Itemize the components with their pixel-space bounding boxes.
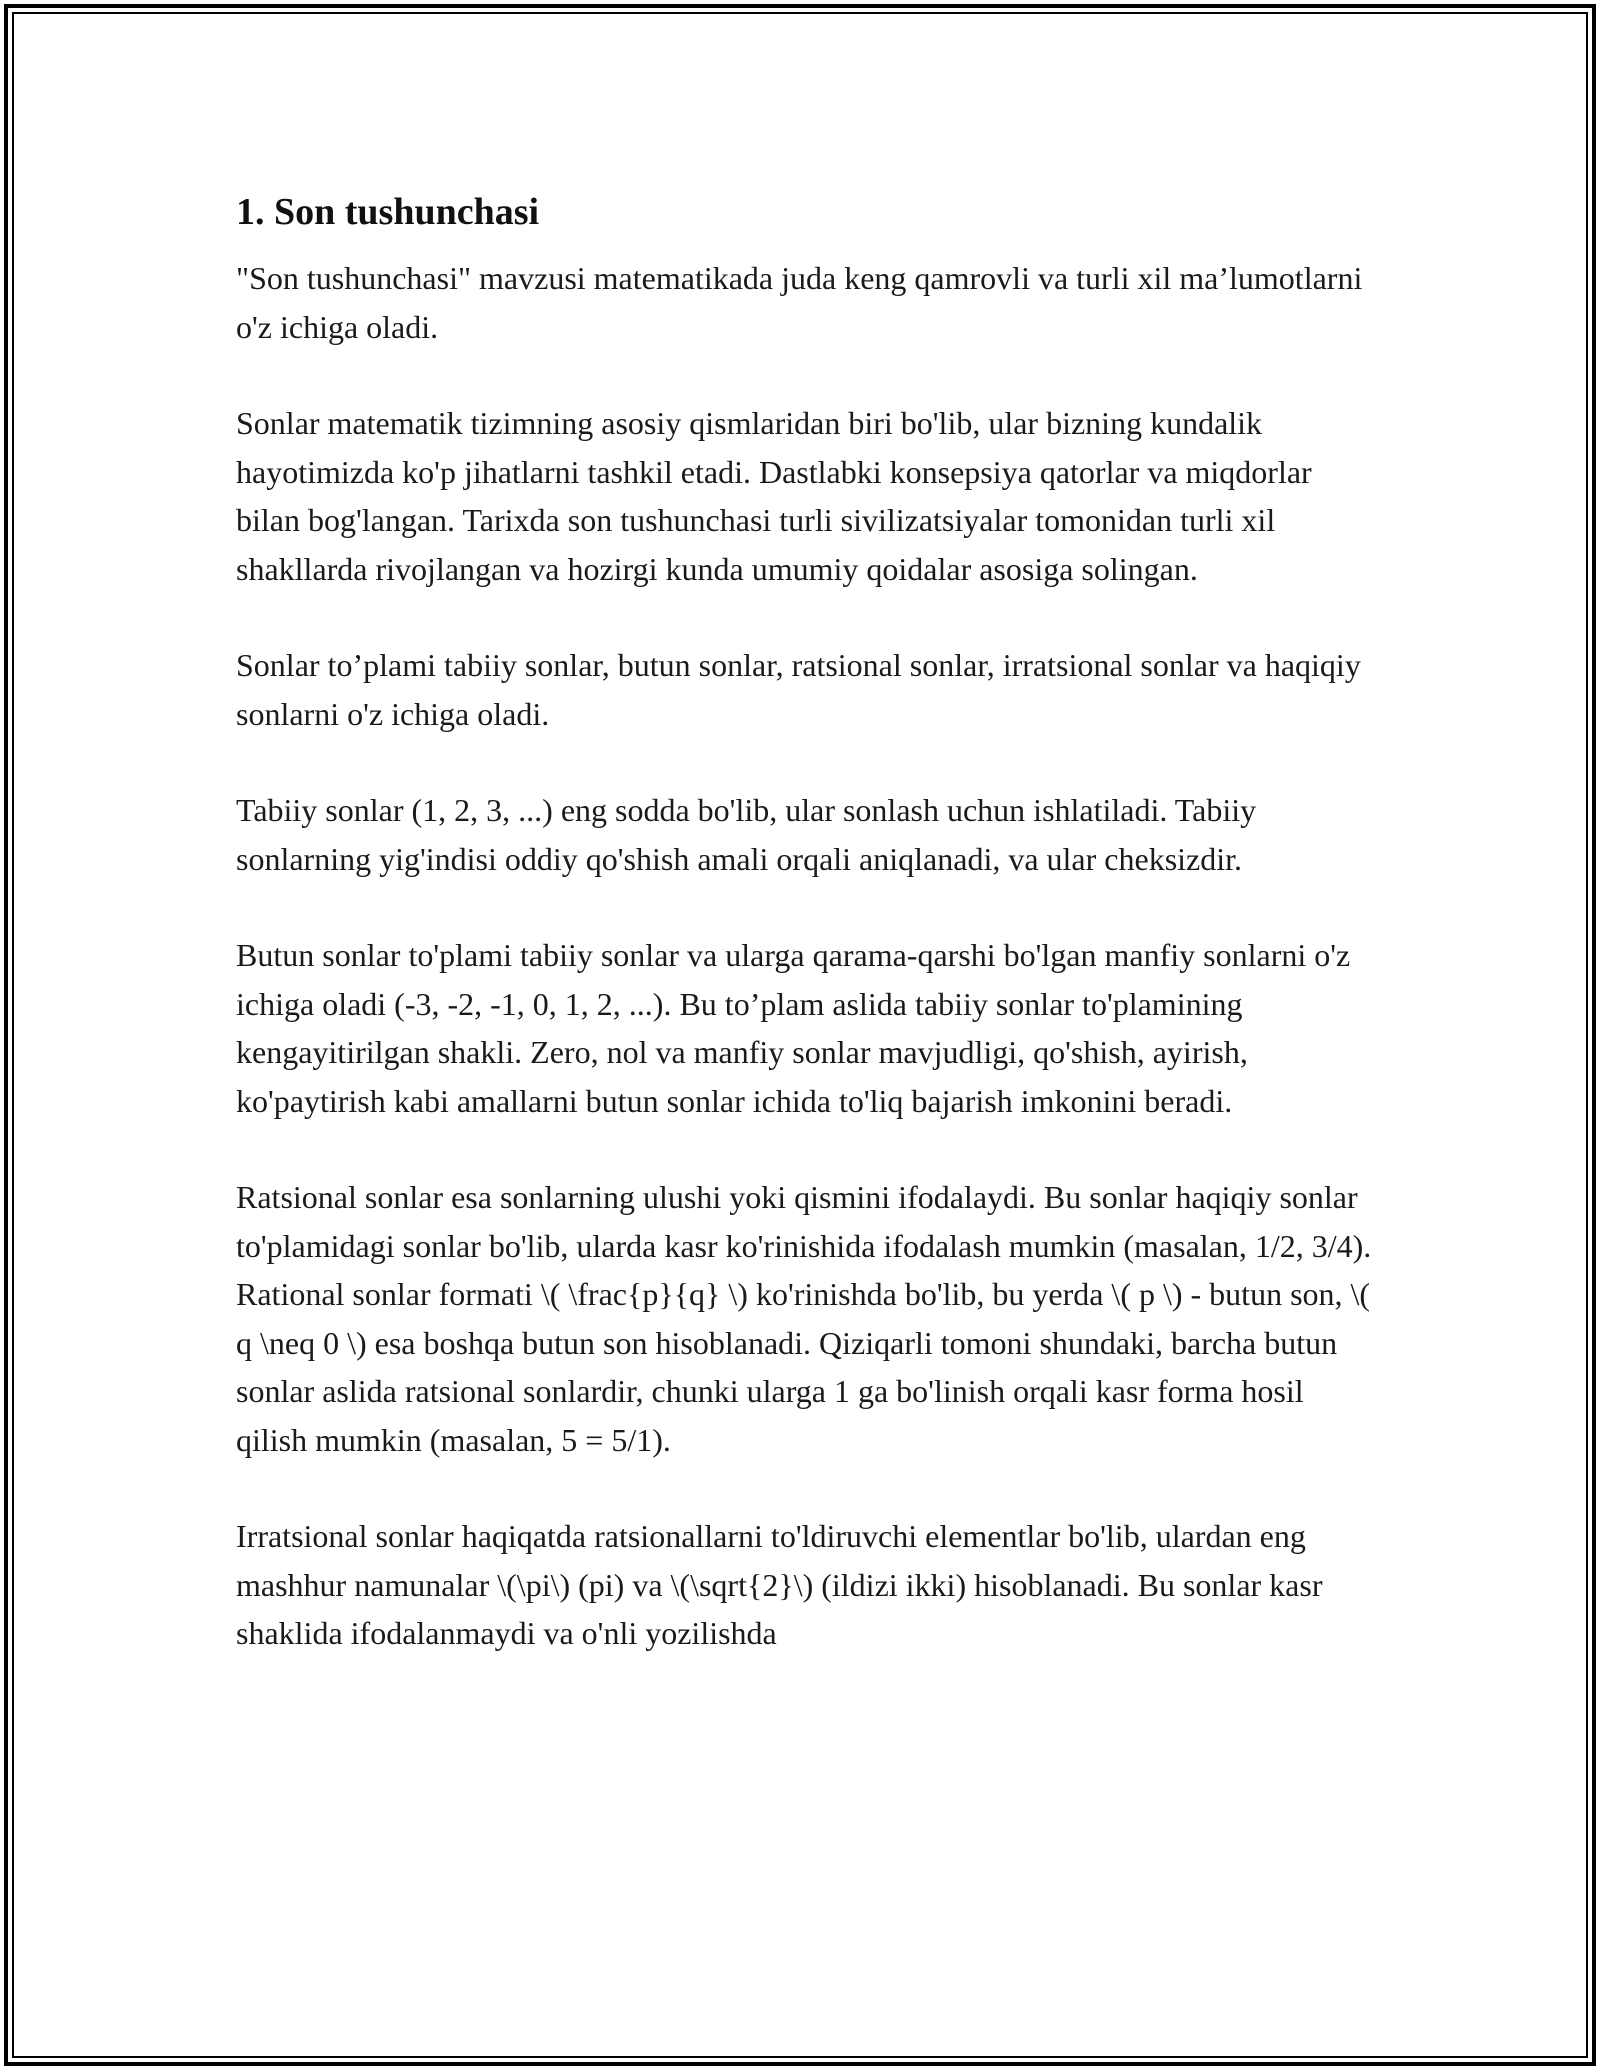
- section-heading: 1. Son tushunchasi: [236, 191, 540, 233]
- paragraph-numbers-overview: Sonlar matematik tizimning asosiy qismlaridan biri bo'lib, ular bizning kundalik hayotimizda ko'p jihatlarni tashkil etadi. Dastlabki konsepsiya qatorlar va miqdorlar bilan bog'langan. Tarixda son tushunchasi turli sivilizatsiyalar tomonidan turli xil shakllarda rivojlangan va hozirgi kunda umumiy qoidalar asosiga solingan.: [236, 405, 1312, 587]
- paragraph-rational-numbers: Ratsional sonlar esa sonlarning ulushi yoki qismini ifodalaydi. Bu sonlar haqiqiy sonlar to'plamidagi sonlar bo'lib, ularda kasr ko'rinishida ifodalash mumkin (masalan, 1/2, 3/4). Rational sonlar formati \( \frac{p}{q} \) ko'rinishda bo'lib, bu yerda \( p \) - butun son, \( q \neq 0 \) esa boshqa butun son hisoblanadi. Qiziqarli tomoni shundaki, barcha butun sonlar aslida ratsional sonlardir, chunki ularga 1 ga bo'linish orqali kasr forma hosil qilish mumkin (masalan, 5 = 5/1).: [236, 1179, 1372, 1458]
- paragraph-irrational-numbers: Irratsional sonlar haqiqatda ratsionallarni to'ldiruvchi elementlar bo'lib, ulardan eng mashhur namunalar \(\pi\) (pi) va \(\sqrt{2}\) (ildizi ikki) hisoblanadi. Bu sonlar kasr shaklida ifodalanmaydi va o'nli yozilishda: [236, 1518, 1323, 1651]
- paragraph-integers: Butun sonlar to'plami tabiiy sonlar va ularga qarama-qarshi bo'lgan manfiy sonlarni o'z ichiga oladi (-3, -2, -1, 0, 1, 2, ...). Bu to’plam aslida tabiiy sonlar to'plamining kengayitirilgan shakli. Zero, nol va manfiy sonlar mavjudligi, qo'shish, ayirish, ko'paytirish kabi amallarni butun sonlar ichida to'liq bajarish imkonini beradi.: [236, 937, 1351, 1119]
- paragraph-number-sets: Sonlar to’plami tabiiy sonlar, butun sonlar, ratsional sonlar, irratsional sonlar va haqiqiy sonlarni o'z ichiga oladi.: [236, 647, 1361, 732]
- paragraph-intro: "Son tushunchasi" mavzusi matematikada juda keng qamrovli va turli xil ma’lumotlarni o'z ichiga oladi.: [236, 260, 1363, 345]
- paragraph-natural-numbers: Tabiiy sonlar (1, 2, 3, ...) eng sodda bo'lib, ular sonlash uchun ishlatiladi. Tabiiy sonlarning yig'indisi oddiy qo'shish amali orqali aniqlanadi, va ular cheksizdir.: [236, 792, 1257, 877]
- document-body: [236, 186, 1376, 1706]
